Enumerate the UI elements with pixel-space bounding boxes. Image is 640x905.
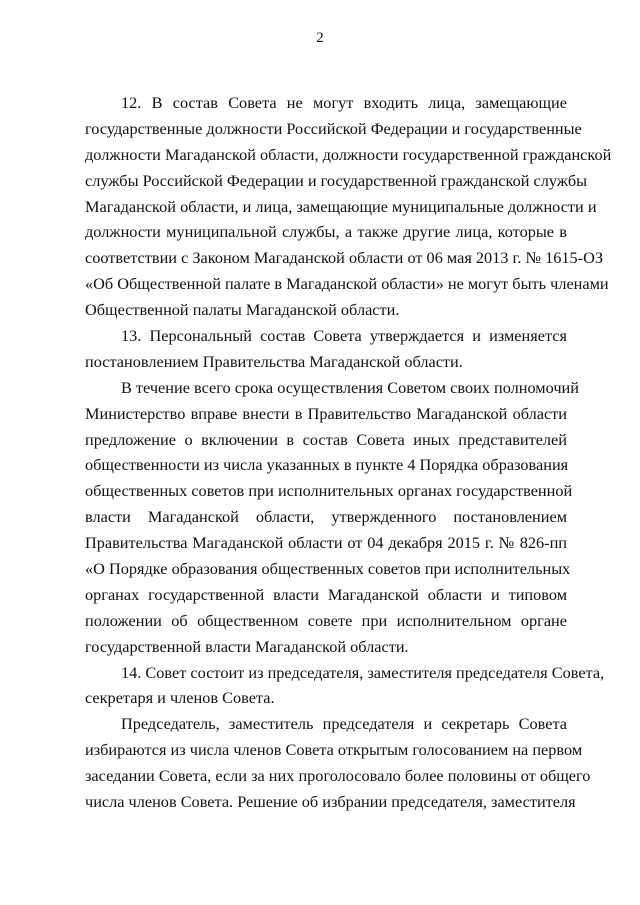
text-line: Министерство вправе внести в Правительство Магаданской области	[85, 403, 567, 423]
text-line: государственной власти Магаданской области.	[85, 636, 409, 656]
text-line: «О Порядке образования общественных советов при исполнительных	[85, 559, 571, 579]
text-line: положении об общественном совете при исполнительном органе	[85, 610, 567, 630]
text-line: Председатель, заместитель председателя и секретарь Совета	[121, 714, 567, 734]
paragraph-12	[85, 90, 612, 323]
page-number: 2	[316, 30, 324, 46]
text-line: постановлением Правительства Магаданской области.	[85, 351, 463, 371]
paragraph-ministry-proposal	[85, 375, 579, 660]
text-line: государственные должности Российской Федерации и государственные	[85, 118, 582, 138]
text-line: должности муниципальной службы, а также другие лица, которые в	[85, 222, 567, 242]
text-line: предложение о включении в состав Совета иных представителей	[85, 429, 567, 449]
text-line: общественных советов при исполнительных органах государственной	[85, 481, 573, 501]
text-line: службы Российской Федерации и государственной гражданской службы	[85, 170, 588, 190]
text-line: власти Магаданской области, утвержденного постановлением	[85, 507, 567, 527]
text-line: секретаря и членов Совета.	[85, 688, 275, 708]
text-line: общественности из числа указанных в пункте 4 Порядка образования	[85, 455, 569, 475]
text-line: 14. Совет состоит из председателя, заместителя председателя Совета,	[121, 662, 605, 682]
paragraph-chair-election	[85, 711, 591, 815]
text-line: 12. В состав Совета не могут входить лица, замещающие	[121, 93, 567, 112]
text-line: должности Магаданской области, должности государственной гражданской	[85, 144, 612, 164]
text-line: избираются из числа членов Совета открытым голосованием на первом	[85, 740, 583, 760]
text-line: заседании Совета, если за них проголосовало более половины от общего	[85, 766, 591, 786]
text-line: В течение всего срока осуществления Советом своих полномочий	[121, 377, 579, 397]
text-line: органах государственной власти Магаданской области и типовом	[85, 584, 567, 604]
text-line: Общественной палаты Магаданской области.	[85, 300, 400, 320]
paragraph-13	[85, 323, 567, 375]
text-line: 13. Персональный состав Совета утверждается и изменяется	[121, 326, 567, 346]
text-line: «Об Общественной палате в Магаданской области» не могут быть членами	[85, 274, 609, 294]
text-line: числа членов Совета. Решение об избрании председателя, заместителя	[85, 792, 576, 812]
text-line: Магаданской области, и лица, замещающие муниципальные должности и	[85, 196, 597, 216]
document-body	[85, 90, 612, 815]
text-line: Правительства Магаданской области от 04 декабря 2015 г. № 826-пп	[85, 533, 567, 553]
text-line: соответствии с Законом Магаданской области от 06 мая 2013 г. № 1615-ОЗ	[85, 248, 604, 268]
paragraph-14	[85, 660, 605, 712]
